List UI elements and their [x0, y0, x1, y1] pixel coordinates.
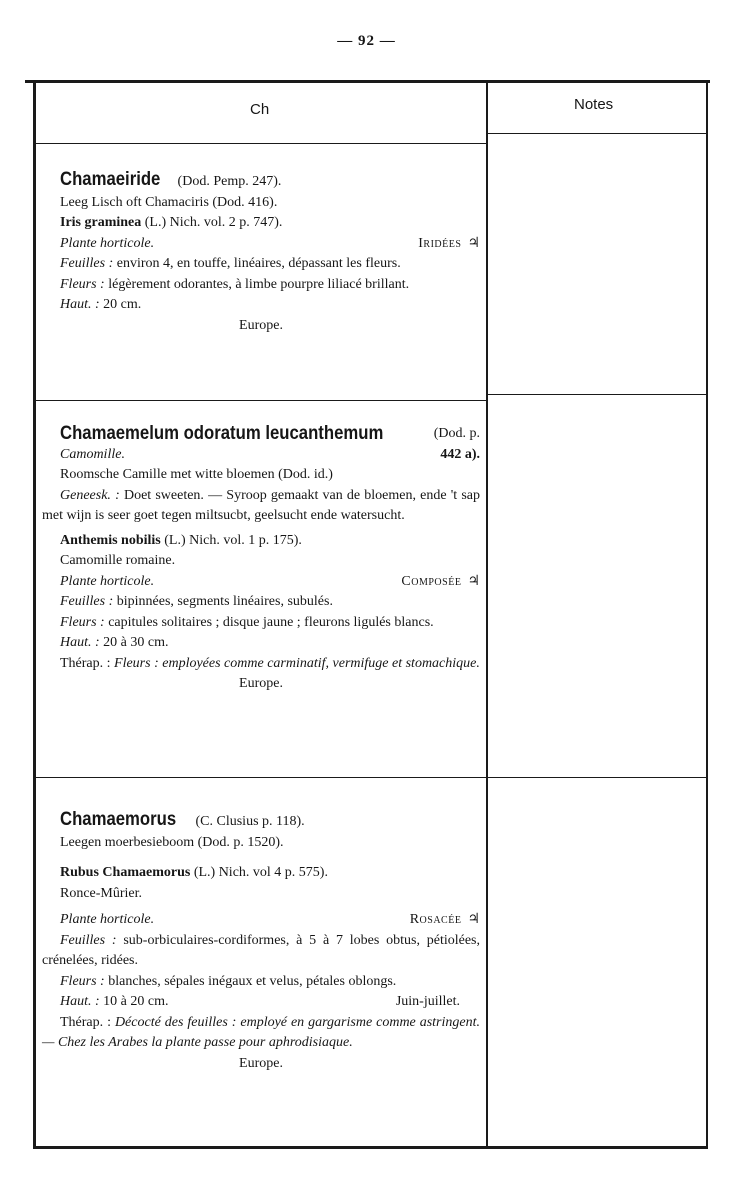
- synonym-name: Rubus Chamaemorus: [60, 865, 191, 880]
- top-rule: [25, 80, 710, 83]
- bottom-rule: [33, 1146, 708, 1149]
- entry-divider-1-right: [488, 394, 706, 395]
- entry-title-ref: (C. Clusius p. 118).: [195, 814, 305, 829]
- fleurs-text: capitules solitaires ; disque jaune ; fleurons ligulés blancs.: [108, 614, 434, 630]
- right-border: [706, 82, 708, 1148]
- haut-label: Haut. :: [60, 994, 100, 1009]
- entry-plante-row: [42, 572, 480, 593]
- entry-line: Leeg Lisch oft Chamaciris (Dod. 416).: [60, 194, 278, 210]
- feuilles-label: Feuilles :: [60, 932, 117, 948]
- synonym-name: Anthemis nobilis: [60, 532, 161, 548]
- feuilles-label: Feuilles :: [60, 594, 114, 609]
- haut-label: Haut. :: [60, 297, 100, 312]
- family-tag: [410, 910, 480, 931]
- column-header-notes: Notes: [574, 96, 614, 113]
- entry-fleurs: [42, 613, 480, 634]
- geneesk-text: Doet sweeten. — Syroop gemaakt van de bloemen, ende 't sap met wijn is seer goet tegen miltsucbt, geelsucht ende watersucht.: [42, 487, 481, 523]
- entry-therap: [42, 1013, 480, 1054]
- season-text: Juin-juillet.: [395, 994, 460, 1009]
- entry-therap: [42, 654, 480, 675]
- left-border: [33, 82, 36, 1148]
- entry-haut: [42, 633, 480, 654]
- entry-title: Chamaemorus: [60, 809, 177, 830]
- entry-title-ref: (Dod. Pemp. 247).: [177, 174, 282, 189]
- entry-title-ref: (Dod. p.: [433, 426, 480, 441]
- page-number: — 92 —: [337, 33, 396, 49]
- column-divider: [486, 82, 488, 1148]
- fleurs-label: Fleurs :: [60, 276, 105, 292]
- plante-label: Plante horticole.: [60, 912, 155, 927]
- entry-synonym: [42, 863, 480, 884]
- family-tag: [401, 572, 480, 593]
- entry-divider-2-left: [36, 777, 486, 778]
- entry-geneesk: [42, 486, 480, 527]
- therap-text: Fleurs : employées comme carminatif, vermifuge et stomachique.: [114, 655, 480, 671]
- entry-haut: [42, 295, 480, 316]
- synonym-ref: (L.) Nich. vol 4 p. 575).: [193, 865, 328, 880]
- entry-synonym: [42, 213, 480, 234]
- geneesk-label: Geneesk. :: [60, 487, 120, 503]
- entry-divider-2-right: [488, 777, 706, 778]
- entry-chamaemorus: [42, 810, 480, 1074]
- entry-title-line: [42, 170, 480, 193]
- entry-title-line: [42, 810, 480, 833]
- fleurs-text: légèrement odorantes, à limbe pourpre liliacé brillant.: [108, 276, 410, 292]
- entry-region: Europe.: [239, 676, 283, 691]
- common-name: Camomille.: [60, 446, 125, 462]
- synonym-name: Iris graminea: [60, 215, 142, 230]
- entry-title-line: [42, 424, 480, 445]
- entry-chamaemelum: [42, 424, 480, 695]
- entry-line: [42, 445, 480, 466]
- perennial-symbol-icon: ♃: [467, 235, 480, 251]
- synonym-ref: (L.) Nich. vol. 1 p. 175).: [164, 532, 302, 548]
- column-header-ch: Ch: [250, 101, 270, 118]
- perennial-symbol-icon: ♃: [467, 912, 480, 927]
- entry-divider-1-left: [36, 400, 486, 401]
- feuilles-label: Feuilles :: [60, 256, 114, 271]
- perennial-symbol-icon: ♃: [467, 573, 480, 589]
- entry-region: Europe.: [239, 317, 283, 333]
- entry-haut: [60, 992, 169, 1013]
- entry-fleurs: [42, 972, 480, 993]
- haut-text: 20 cm.: [103, 297, 142, 312]
- header-rule-left: [36, 143, 486, 144]
- feuilles-text: sub-orbiculaires-cordiformes, à 5 à 7 lobes obtus, pétiolées, crénelées, ridées.: [42, 932, 480, 968]
- feuilles-text: bipinnées, segments linéaires, subulés.: [116, 594, 333, 609]
- header-rule-right: [488, 133, 706, 134]
- entry-title: Chamaemelum odoratum leucanthemum: [60, 423, 384, 444]
- entry-line: Leegen moerbesieboom (Dod. p. 1520).: [60, 834, 284, 850]
- fleurs-label: Fleurs :: [60, 973, 105, 989]
- entry-feuilles: [42, 254, 480, 275]
- synonym-ref: (L.) Nich. vol. 2 p. 747).: [144, 215, 283, 230]
- family-name: Composée: [401, 573, 462, 589]
- family-tag: [418, 234, 480, 255]
- fleurs-label: Fleurs :: [60, 614, 105, 630]
- fleurs-text: blanches, sépales inégaux et velus, pétales oblongs.: [108, 973, 397, 989]
- family-name: Rosacée: [409, 912, 462, 927]
- therap-label: Thérap. :: [60, 1014, 111, 1030]
- entry-feuilles: [42, 931, 480, 972]
- therap-text: Décocté des feuilles : employé en gargarisme comme astringent. — Chez les Arabes la plante passe pour aphrodisiaque.: [42, 1014, 480, 1050]
- therap-label: Thérap. :: [60, 655, 111, 671]
- entry-common: Ronce-Mûrier.: [60, 885, 143, 901]
- plante-label: Plante horticole.: [60, 573, 155, 589]
- entry-region: Europe.: [239, 1055, 283, 1071]
- entry-chamaeiride: [42, 170, 480, 336]
- entry-haut-row: [42, 992, 480, 1013]
- title-ref-cont: 442 a).: [440, 446, 480, 462]
- haut-text: 10 à 20 cm.: [103, 994, 169, 1009]
- entry-title: Chamaeiride: [60, 169, 161, 190]
- entry-common: Camomille romaine.: [60, 553, 176, 568]
- entry-feuilles: [42, 592, 480, 613]
- plante-label: Plante horticole.: [60, 235, 155, 251]
- entry-plante-row: [42, 910, 480, 931]
- entry-fleurs: [42, 275, 480, 296]
- entry-line: Roomsche Camille met witte bloemen (Dod. id.): [60, 467, 333, 482]
- entry-synonym: [42, 531, 480, 552]
- feuilles-text: environ 4, en touffe, linéaires, dépassant les fleurs.: [116, 256, 401, 271]
- entry-plante-row: [42, 234, 480, 255]
- haut-label: Haut. :: [60, 635, 100, 650]
- family-name: Iridées: [418, 235, 462, 251]
- haut-text: 20 à 30 cm.: [103, 635, 169, 650]
